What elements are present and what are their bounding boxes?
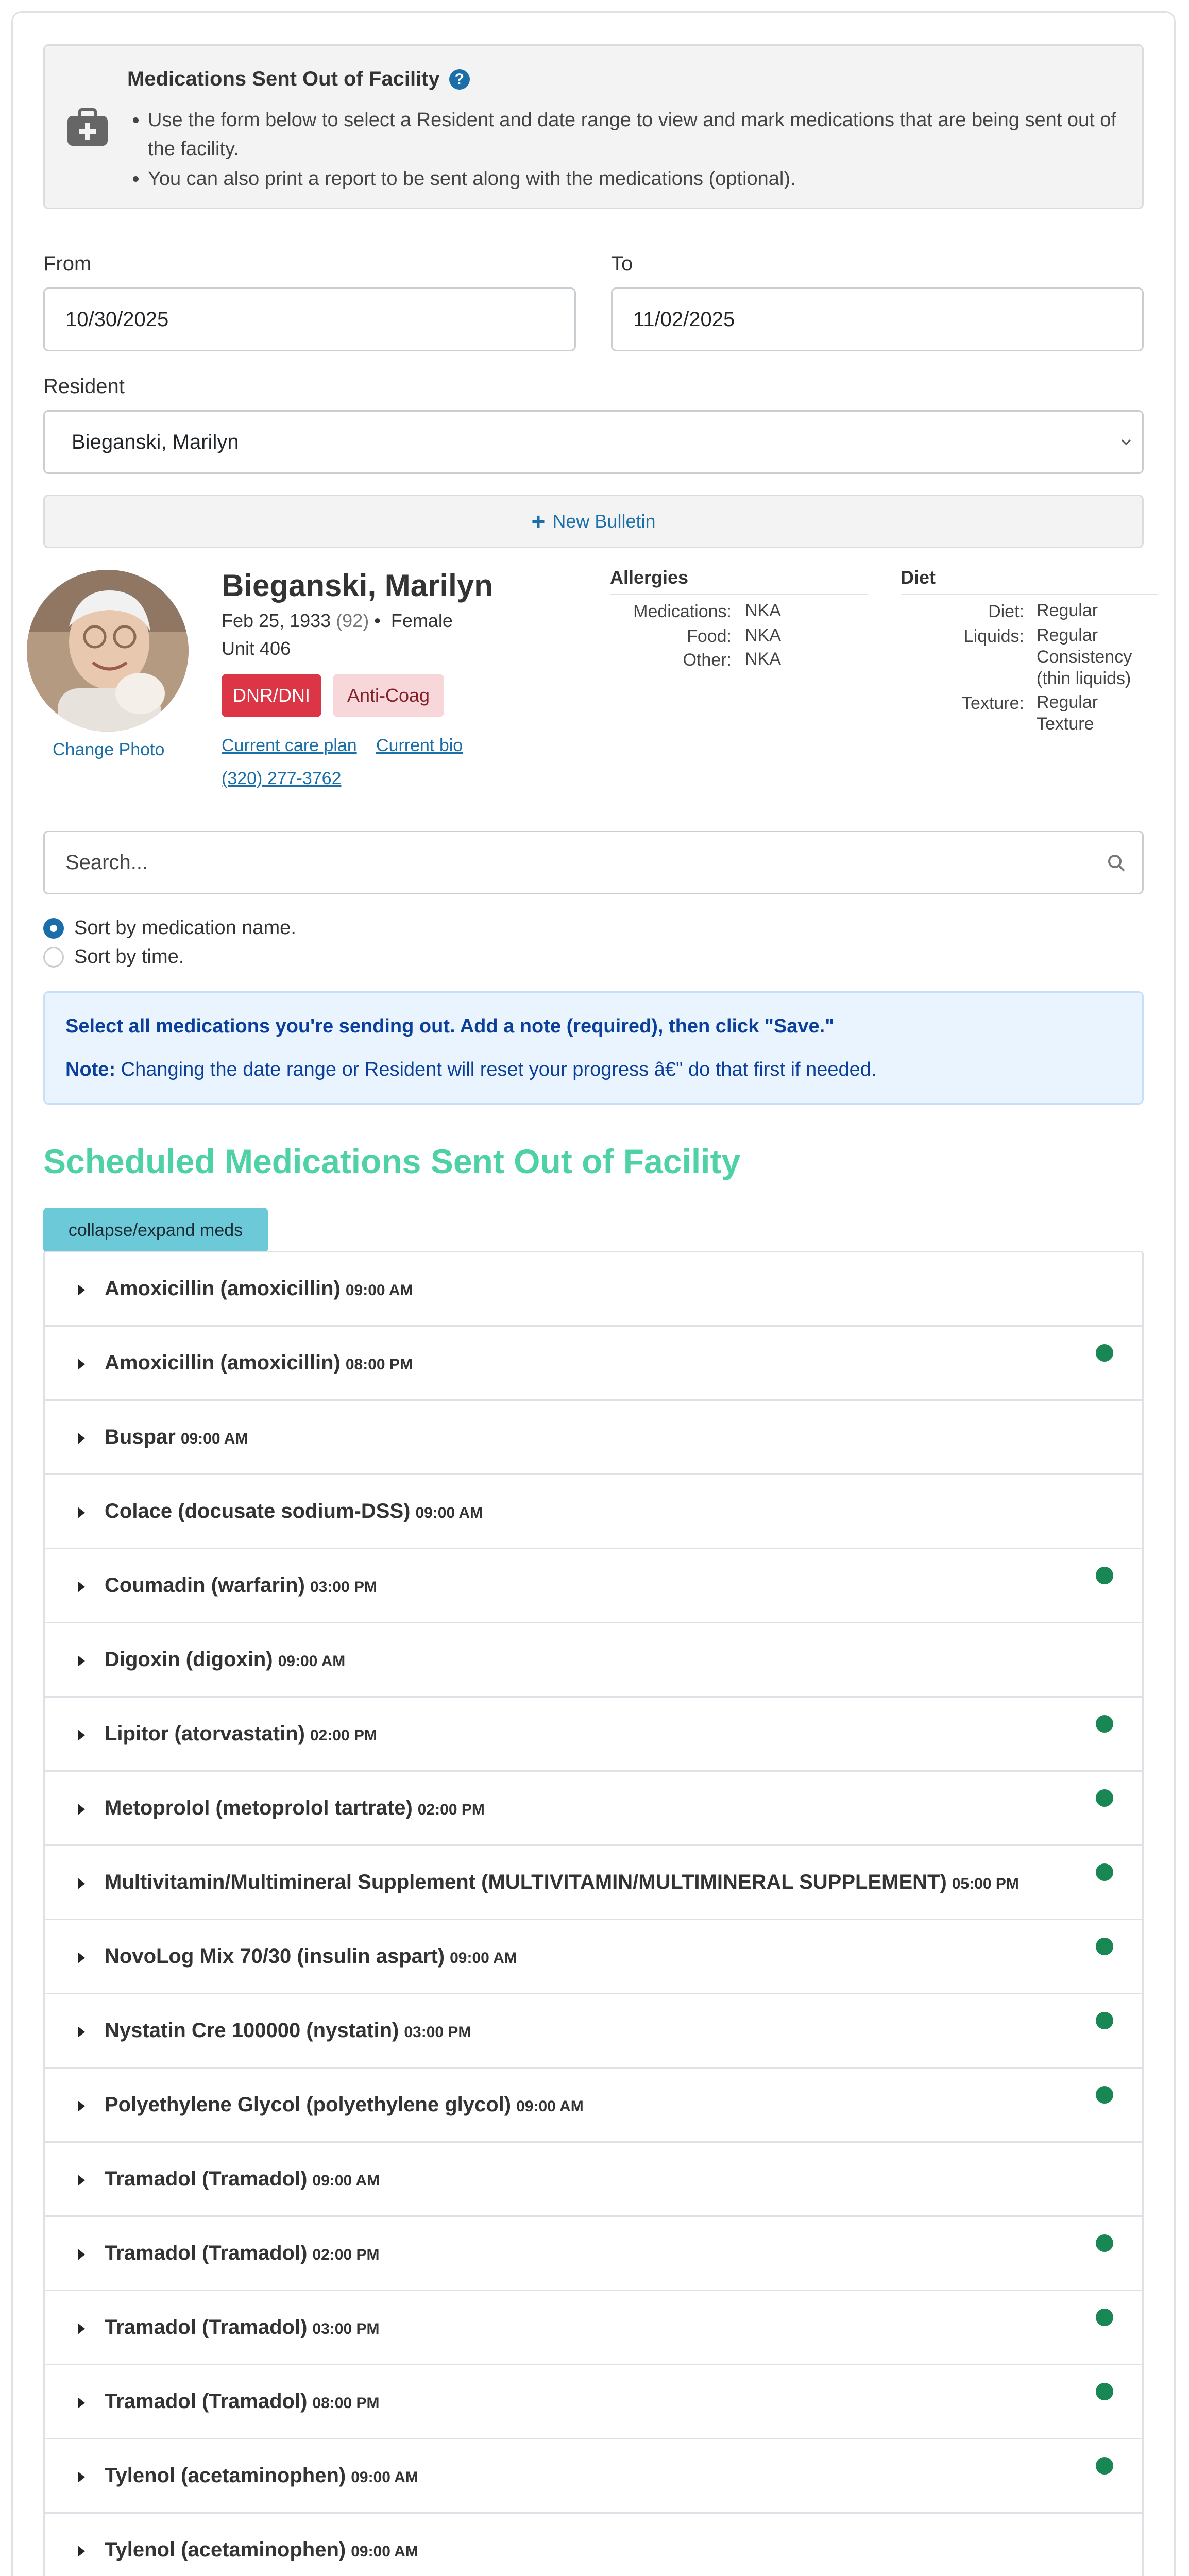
caret-right-icon bbox=[78, 2249, 85, 2260]
allergies-divider bbox=[610, 594, 868, 595]
med-row[interactable] bbox=[45, 1698, 1142, 1772]
allergy-food-label: Food: bbox=[687, 626, 732, 646]
sort-by-time-option[interactable] bbox=[43, 946, 184, 968]
anti-coag-badge: Anti-Coag bbox=[333, 674, 444, 717]
caret-right-icon bbox=[78, 1581, 85, 1592]
to-date-input[interactable]: 11/02/2025 bbox=[611, 287, 1144, 351]
change-photo-link[interactable]: Change Photo bbox=[53, 740, 165, 759]
med-row[interactable] bbox=[45, 1327, 1142, 1401]
info-title bbox=[127, 67, 470, 91]
resident-select[interactable] bbox=[43, 410, 1144, 474]
search-placeholder: Search... bbox=[65, 851, 148, 874]
med-time: 09:00 AM bbox=[180, 1430, 248, 1447]
diet-heading: Diet bbox=[901, 567, 936, 588]
note-text: Changing the date range or Resident will reset your progress â€" do that first if needed. bbox=[121, 1059, 877, 1080]
med-name bbox=[105, 1871, 1019, 1894]
med-name-text: Polyethylene Glycol (polyethylene glycol) bbox=[105, 2093, 512, 2116]
med-name-text: Coumadin (warfarin) bbox=[105, 1574, 305, 1597]
allergy-medications-value: NKA bbox=[745, 601, 781, 620]
med-name bbox=[105, 2093, 584, 2116]
med-time: 02:00 PM bbox=[417, 1801, 485, 1818]
new-bulletin-label: New Bulletin bbox=[552, 511, 656, 532]
info-bullet: • You can also print a report to be sent along with the medications (optional). bbox=[148, 164, 1127, 193]
med-name bbox=[105, 1426, 248, 1449]
med-name-text: Tylenol (acetaminophen) bbox=[105, 2538, 346, 2561]
med-name-text: Tramadol (Tramadol) bbox=[105, 2316, 308, 2338]
from-date-input[interactable]: 10/30/2025 bbox=[43, 287, 576, 351]
med-time: 03:00 PM bbox=[310, 1579, 377, 1596]
note-label: Note: bbox=[65, 1059, 116, 1080]
med-name bbox=[105, 2242, 380, 2265]
caret-right-icon bbox=[78, 1433, 85, 1444]
status-dot-icon bbox=[1096, 2457, 1113, 2475]
med-row[interactable] bbox=[45, 2069, 1142, 2143]
med-row[interactable] bbox=[45, 1475, 1142, 1549]
status-dot-icon bbox=[1096, 1863, 1113, 1881]
caret-right-icon bbox=[78, 1804, 85, 1815]
status-dot-icon bbox=[1096, 1715, 1113, 1733]
med-name-text: Digoxin (digoxin) bbox=[105, 1648, 273, 1671]
med-name-text: Metoprolol (metoprolol tartrate) bbox=[105, 1797, 413, 1819]
notice-line-2 bbox=[65, 1059, 876, 1081]
med-time: 09:00 AM bbox=[312, 2172, 380, 2189]
caret-right-icon bbox=[78, 2175, 85, 2186]
liquids-label: Liquids: bbox=[963, 626, 1024, 646]
scheduled-heading: Scheduled Medications Sent Out of Facility bbox=[43, 1142, 741, 1180]
first-aid-kit-icon bbox=[65, 108, 110, 147]
med-time: 05:00 PM bbox=[952, 1875, 1019, 1892]
sort-by-name-option[interactable] bbox=[43, 917, 296, 939]
med-time: 09:00 AM bbox=[450, 1950, 517, 1967]
status-dot-icon bbox=[1096, 2086, 1113, 2104]
med-time: 09:00 AM bbox=[345, 1282, 413, 1299]
info-box bbox=[43, 44, 1144, 209]
dnr-badge: DNR/DNI bbox=[222, 674, 321, 717]
med-name-text: NovoLog Mix 70/30 (insulin aspart) bbox=[105, 1945, 445, 1968]
med-name bbox=[105, 1797, 485, 1820]
resident-name: Bieganski, Marilyn bbox=[222, 568, 493, 603]
search-input[interactable] bbox=[43, 831, 1144, 894]
med-row[interactable] bbox=[45, 1623, 1142, 1698]
bio-link[interactable]: Current bio bbox=[376, 736, 463, 755]
med-time: 09:00 AM bbox=[415, 1504, 483, 1521]
info-title-text: Medications Sent Out of Facility bbox=[127, 67, 440, 90]
diet-value: Regular bbox=[1037, 601, 1098, 620]
med-time: 08:00 PM bbox=[345, 1356, 413, 1373]
search-icon bbox=[1106, 853, 1127, 873]
caret-right-icon bbox=[78, 2026, 85, 2038]
status-dot-icon bbox=[1096, 1789, 1113, 1807]
info-bullet: • Use the form below to select a Resident and date range to view and mark medications that are being sent out of the facility. bbox=[148, 106, 1127, 163]
help-icon[interactable]: ? bbox=[449, 69, 470, 90]
resident-select-value: Bieganski, Marilyn bbox=[72, 430, 239, 453]
caret-right-icon bbox=[78, 1284, 85, 1296]
med-time: 02:00 PM bbox=[310, 1727, 377, 1744]
allergy-other-value: NKA bbox=[745, 649, 781, 669]
med-row[interactable] bbox=[45, 2439, 1142, 2514]
med-row[interactable] bbox=[45, 1846, 1142, 1920]
resident-age: (92) bbox=[336, 610, 369, 631]
med-name bbox=[105, 1722, 377, 1745]
med-row[interactable] bbox=[45, 1772, 1142, 1846]
allergies-heading: Allergies bbox=[610, 567, 689, 588]
caret-right-icon bbox=[78, 1730, 85, 1741]
instructions-notice bbox=[43, 991, 1144, 1105]
med-name bbox=[105, 1500, 483, 1523]
new-bulletin-button[interactable] bbox=[43, 495, 1144, 548]
med-row[interactable] bbox=[45, 1994, 1142, 2069]
resident-sex: Female bbox=[390, 610, 453, 631]
caret-right-icon bbox=[78, 2471, 85, 2483]
med-name-text: Lipitor (atorvastatin) bbox=[105, 1722, 305, 1745]
med-time: 09:00 AM bbox=[351, 2543, 418, 2560]
resident-unit: Unit 406 bbox=[222, 638, 291, 659]
med-name bbox=[105, 1945, 517, 1968]
info-list bbox=[148, 106, 1127, 194]
sort-by-name-radio[interactable] bbox=[43, 918, 64, 939]
notice-line-1: Select all medications you're sending out. Add a note (required), then click "Save." bbox=[65, 1015, 835, 1037]
caret-right-icon bbox=[78, 2100, 85, 2112]
sort-by-time-label: Sort by time. bbox=[74, 946, 184, 968]
med-name bbox=[105, 1648, 345, 1671]
status-dot-icon bbox=[1096, 2309, 1113, 2326]
caret-right-icon bbox=[78, 1878, 85, 1889]
med-time: 02:00 PM bbox=[312, 2246, 380, 2263]
allergy-other-label: Other: bbox=[683, 650, 732, 670]
caret-right-icon bbox=[78, 2546, 85, 2557]
med-row[interactable] bbox=[45, 1401, 1142, 1475]
caret-right-icon bbox=[78, 2323, 85, 2334]
status-dot-icon bbox=[1096, 2383, 1113, 2400]
diet-divider bbox=[901, 594, 1158, 595]
sort-by-name-label: Sort by medication name. bbox=[74, 917, 296, 939]
med-name bbox=[105, 2167, 380, 2191]
status-dot-icon bbox=[1096, 2012, 1113, 2029]
status-dot-icon bbox=[1096, 1344, 1113, 1362]
med-row[interactable] bbox=[45, 2217, 1142, 2291]
caret-right-icon bbox=[78, 1655, 85, 1667]
med-name-text: Tylenol (acetaminophen) bbox=[105, 2464, 346, 2487]
status-dot-icon bbox=[1096, 1567, 1113, 1584]
med-row[interactable] bbox=[45, 2365, 1142, 2439]
caret-right-icon bbox=[78, 1359, 85, 1370]
med-name bbox=[105, 1574, 377, 1597]
sort-by-time-radio[interactable] bbox=[43, 947, 64, 968]
med-row[interactable] bbox=[45, 1920, 1142, 1994]
med-time: 09:00 AM bbox=[278, 1653, 346, 1670]
med-name-text: Nystatin Cre 100000 (nystatin) bbox=[105, 2019, 399, 2042]
caret-right-icon bbox=[78, 1952, 85, 1963]
diet-label: Diet: bbox=[988, 602, 1024, 621]
med-name-text: Tramadol (Tramadol) bbox=[105, 2242, 308, 2264]
med-name-text: Amoxicillin (amoxicillin) bbox=[105, 1351, 341, 1374]
med-row[interactable] bbox=[45, 1252, 1142, 1327]
med-time: 09:00 AM bbox=[351, 2469, 418, 2486]
texture-label: Texture: bbox=[962, 693, 1024, 713]
med-time: 09:00 AM bbox=[516, 2098, 584, 2115]
to-label: To bbox=[611, 252, 633, 275]
caret-right-icon bbox=[78, 1507, 85, 1518]
plus-icon: + bbox=[531, 508, 546, 535]
resident-photo bbox=[27, 570, 189, 732]
med-row[interactable] bbox=[45, 2143, 1142, 2217]
resident-label: Resident bbox=[43, 375, 125, 398]
scheduled-collapse-toggle[interactable]: collapse/expand meds bbox=[43, 1208, 268, 1253]
med-time: 03:00 PM bbox=[312, 2320, 380, 2337]
resident-meta bbox=[222, 610, 453, 632]
med-time: 03:00 PM bbox=[404, 2024, 471, 2041]
med-name bbox=[105, 2464, 418, 2487]
med-name-text: Tramadol (Tramadol) bbox=[105, 2167, 308, 2190]
med-row[interactable] bbox=[45, 1549, 1142, 1623]
med-name bbox=[105, 1277, 413, 1300]
allergy-medications-label: Medications: bbox=[633, 602, 732, 621]
liquids-value: Regular Consistency (thin liquids) bbox=[1037, 625, 1132, 688]
texture-value: Regular Texture bbox=[1037, 692, 1098, 734]
med-name-text: Multivitamin/Multimineral Supplement (MULTIVITAMIN/MULTIMINERAL SUPPLEMENT) bbox=[105, 1871, 947, 1893]
med-name bbox=[105, 2538, 418, 2562]
status-dot-icon bbox=[1096, 2234, 1113, 2252]
med-row[interactable] bbox=[45, 2514, 1142, 2576]
resident-dob: Feb 25, 1933 bbox=[222, 610, 331, 631]
phone-link[interactable]: (320) 277-3762 bbox=[222, 769, 342, 788]
med-name bbox=[105, 2390, 380, 2413]
med-name-text: Tramadol (Tramadol) bbox=[105, 2390, 308, 2413]
med-time: 08:00 PM bbox=[312, 2395, 380, 2412]
meta-separator: • bbox=[374, 610, 381, 631]
chevron-down-icon bbox=[1119, 435, 1133, 449]
med-row[interactable] bbox=[45, 2291, 1142, 2365]
med-name bbox=[105, 2316, 380, 2339]
med-name-text: Amoxicillin (amoxicillin) bbox=[105, 1277, 341, 1300]
status-dot-icon bbox=[1096, 1938, 1113, 1955]
med-name bbox=[105, 2019, 471, 2042]
allergy-food-value: NKA bbox=[745, 625, 781, 645]
med-name-text: Colace (docusate sodium-DSS) bbox=[105, 1500, 411, 1522]
care-plan-link[interactable]: Current care plan bbox=[222, 736, 357, 755]
from-label: From bbox=[43, 252, 92, 275]
med-name-text: Buspar bbox=[105, 1426, 176, 1448]
caret-right-icon bbox=[78, 2397, 85, 2409]
avatar bbox=[27, 570, 189, 732]
med-name bbox=[105, 1351, 413, 1375]
scheduled-med-list bbox=[43, 1251, 1144, 2576]
